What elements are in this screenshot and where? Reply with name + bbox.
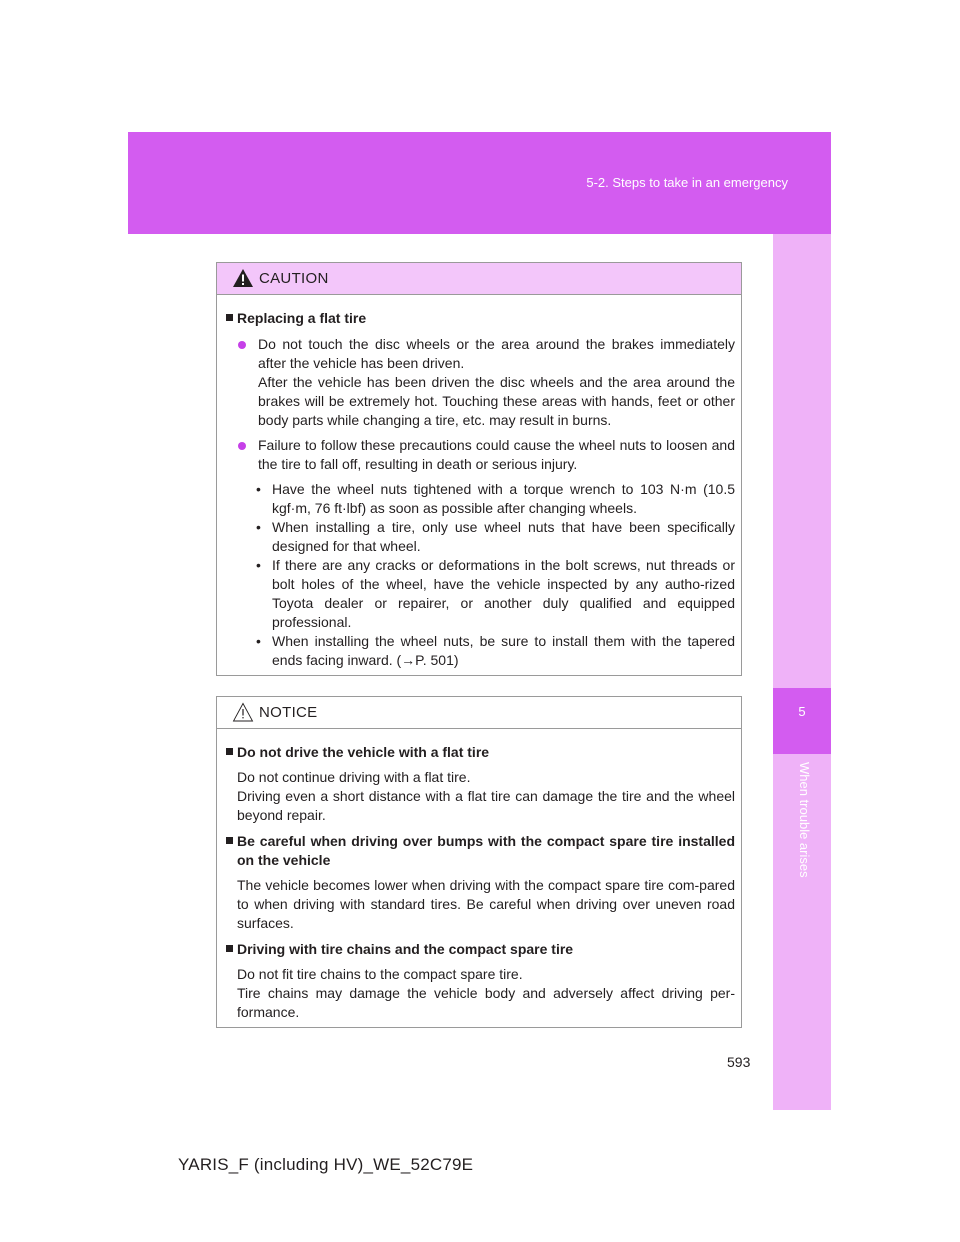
notice-paragraph-text: Tire chains may damage the vehicle body and adversely affect driving per-formance. xyxy=(237,985,735,1020)
list-mark: • xyxy=(256,519,261,535)
square-bullet-icon xyxy=(226,837,233,844)
chapter-title: When trouble arises xyxy=(797,762,812,878)
caution-bullet xyxy=(226,335,735,430)
notice-box xyxy=(216,696,742,1028)
square-bullet-icon xyxy=(226,314,233,321)
list-mark: • xyxy=(256,481,261,497)
header-band xyxy=(128,132,831,234)
notice-heading-text: Do not drive the vehicle with a flat tire xyxy=(237,744,490,760)
page-number: 593 xyxy=(727,1054,751,1070)
caution-box xyxy=(216,262,742,676)
list-item-text: If there are any cracks or deformations in the bolt screws, nut threads or bolt holes of the wheel, have the vehicle inspected by any autho-rized Toyota dealer or repairer, or another duly qualified and equipped professional. xyxy=(272,557,735,630)
notice-heading xyxy=(226,940,735,959)
list-item-text: When installing a tire, only use wheel nuts that have been specifically designed for that wheel. xyxy=(272,519,735,554)
square-bullet-icon xyxy=(226,945,233,952)
chapter-tab xyxy=(773,688,831,754)
notice-heading-text: Driving with tire chains and the compact spare tire xyxy=(237,941,574,957)
notice-header xyxy=(217,697,741,729)
warning-triangle-icon xyxy=(232,268,254,288)
round-bullet-icon xyxy=(238,442,246,450)
notice-label: NOTICE xyxy=(259,704,318,721)
notice-paragraph xyxy=(226,768,735,825)
notice-paragraph-text: The vehicle becomes lower when driving with the compact spare tire com-pared to when driving with standard tires. Be careful when driving over uneven road surfaces. xyxy=(237,877,735,931)
notice-paragraph-text: Driving even a short distance with a flat tire can damage the tire and the wheel beyond repair. xyxy=(237,788,735,823)
list-mark: • xyxy=(256,557,261,573)
warning-outline-icon xyxy=(232,702,254,722)
caution-label: CAUTION xyxy=(259,270,329,287)
caution-bullet xyxy=(226,436,735,474)
list-mark: • xyxy=(256,633,261,649)
caution-header xyxy=(217,263,741,295)
list-item-text: When installing the wheel nuts, be sure to install them with the tapered ends facing inward. (→P. 501) xyxy=(272,633,735,668)
round-bullet-icon xyxy=(238,341,246,349)
square-bullet-icon xyxy=(226,748,233,755)
caution-subitems xyxy=(226,480,735,670)
notice-paragraph xyxy=(226,965,735,1022)
caution-bullet-text: Do not touch the disc wheels or the area around the brakes immediately after the vehicle has been driven. xyxy=(258,336,735,371)
notice-heading-text: Be careful when driving over bumps with the compact spare tire installed on the vehicle xyxy=(237,833,735,868)
notice-body xyxy=(217,729,741,1022)
caution-body xyxy=(217,295,741,670)
footer-code: YARIS_F (including HV)_WE_52C79E xyxy=(178,1155,474,1174)
notice-paragraph xyxy=(226,876,735,933)
caution-heading-text: Replacing a flat tire xyxy=(237,310,367,326)
side-tab xyxy=(773,234,831,1110)
notice-paragraph-text: Do not continue driving with a flat tire. xyxy=(237,769,471,785)
list-item xyxy=(256,480,735,518)
list-item xyxy=(256,632,735,670)
notice-heading xyxy=(226,743,735,762)
list-item xyxy=(256,556,735,632)
section-title: 5-2. Steps to take in an emergency xyxy=(586,175,788,190)
chapter-number: 5 xyxy=(798,704,806,719)
notice-heading xyxy=(226,832,735,870)
caution-heading xyxy=(226,309,735,328)
list-item xyxy=(256,518,735,556)
notice-paragraph-text: Do not fit tire chains to the compact spare tire. xyxy=(237,966,523,982)
caution-bullet-text: After the vehicle has been driven the disc wheels and the area around the brakes will be extremely hot. Touching these areas with hands, feet or other body parts while changing a tire, etc. may result in burns. xyxy=(258,374,735,428)
caution-bullet-text: Failure to follow these precautions could cause the wheel nuts to loosen and the tire to fall off, resulting in death or serious injury. xyxy=(258,437,735,472)
list-item-text: Have the wheel nuts tightened with a torque wrench to 103 N·m (10.5 kgf·m, 76 ft·lbf) as soon as possible after changing wheels. xyxy=(272,481,735,516)
